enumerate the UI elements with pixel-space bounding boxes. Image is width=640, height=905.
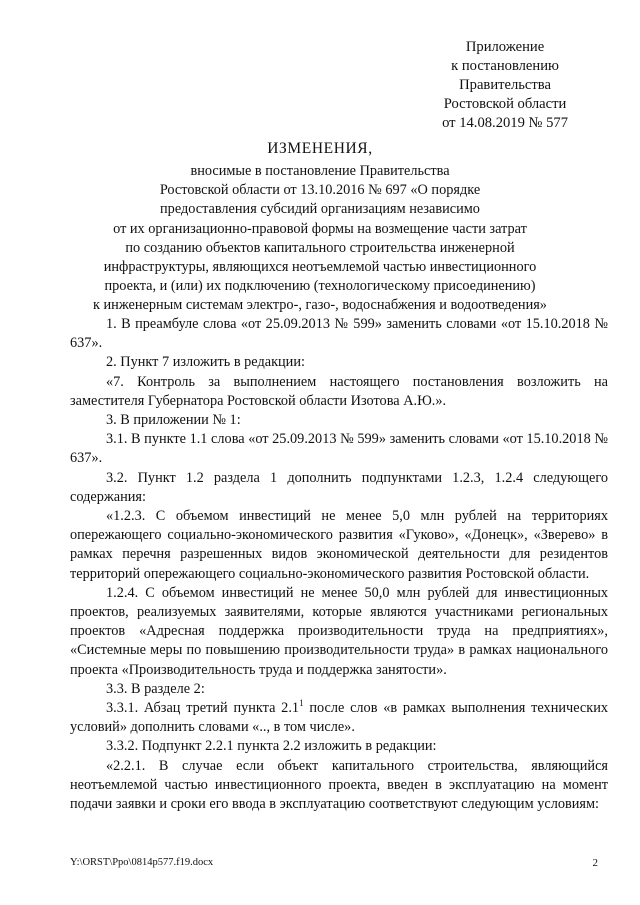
document-title: ИЗМЕНЕНИЯ, [267,140,373,157]
paragraph: «7. Контроль за выполнением настоящего постановления возложить на заместителя Губернатора Ростовской области Изотова А.Ю.». [70,373,608,409]
subtitle-line: от их организационно-правовой формы на возмещение части затрат [113,220,527,237]
paragraph: 3.3. В разделе 2: [106,680,205,697]
paragraph: 3.1. В пункте 1.1 слова «от 25.09.2013 № 599» заменить словами «от 15.10.2018 № 637». [70,431,608,467]
document-subtitle [60,162,580,316]
paragraph: 1.2.4. С объемом инвестиций не менее 50,0 млн рублей для инвестиционных проектов, реализуемых заявителями, которые являются участниками региональных проектов «Адресная поддержка производительности труда на предприятиях», «Системные меры по повышению производительности труда» в рамках национального проекта «Производительность труда и поддержка занятости». [70,584,608,678]
subtitle-line: инфраструктуры, являющихся неотъемлемой частью инвестиционного [103,259,537,276]
appendix-line: Ростовской области [443,96,567,112]
subtitle-line: по созданию объектов капитального строительства инженерной [125,239,515,256]
paragraph: «1.2.3. С объемом инвестиций не менее 5,0 млн рублей на территориях опережающего социально-экономического развития «Гуково», «Донецк», «Зверево» в рамках перечня разрешенных видов экономической деятельности для резидентов территорий опережающего социально-экономического развития Ростовской области. [70,508,608,582]
footnote-marker: 1 [299,698,304,709]
subtitle-line: вносимые в постановление Правительства [190,163,450,179]
subtitle-line: к инженерным системам электро-, газо-, водоснабжения и водоотведения» [93,297,547,314]
appendix-header [442,38,568,133]
paragraph: 3. В приложении № 1: [106,412,241,429]
appendix-line: Приложение [465,39,545,55]
paragraph-text: 3.3.1. Абзац третий пункта 2.1 [106,700,300,717]
subtitle-line: предоставления субсидий организациям независимо [160,201,480,218]
paragraph: 3.3.2. Подпункт 2.2.1 пункта 2.2 изложить в редакции: [106,738,437,755]
paragraph [70,699,608,737]
appendix-line: Правительства [459,77,551,93]
appendix-line: к постановлению [451,58,559,74]
paragraph-text: после слов «в рамках выполнения технических условий» дополнить словами «.., в том числе». [70,700,608,736]
paragraph: 2. Пункт 7 изложить в редакции: [106,354,305,371]
page-number: 2 [592,857,598,869]
paragraph: «2.2.1. В случае если объект капитального строительства, являющийся неотъемлемой частью инвестиционного проекта, введен в эксплуатацию на момент подачи заявки и сроки его ввода в эксплуатацию соответствуют следующим условиям: [70,757,608,813]
subtitle-line: Ростовской области от 13.10.2016 № 697 «О порядке [159,182,481,199]
paragraph: 3.2. Пункт 1.2 раздела 1 дополнить подпунктами 1.2.3, 1.2.4 следующего содержания: [70,469,608,505]
paragraph: 1. В преамбуле слова «от 25.09.2013 № 599» заменить словами «от 15.10.2018 № 637». [70,316,608,352]
footer-file-path: Y:\ORST\Ppo\0814p577.f19.docx [70,857,214,868]
appendix-line: от 14.08.2019 № 577 [442,115,568,131]
subtitle-line: проекта, и (или) их подключению (технологическому присоединению) [104,278,536,295]
document-body [70,315,608,814]
